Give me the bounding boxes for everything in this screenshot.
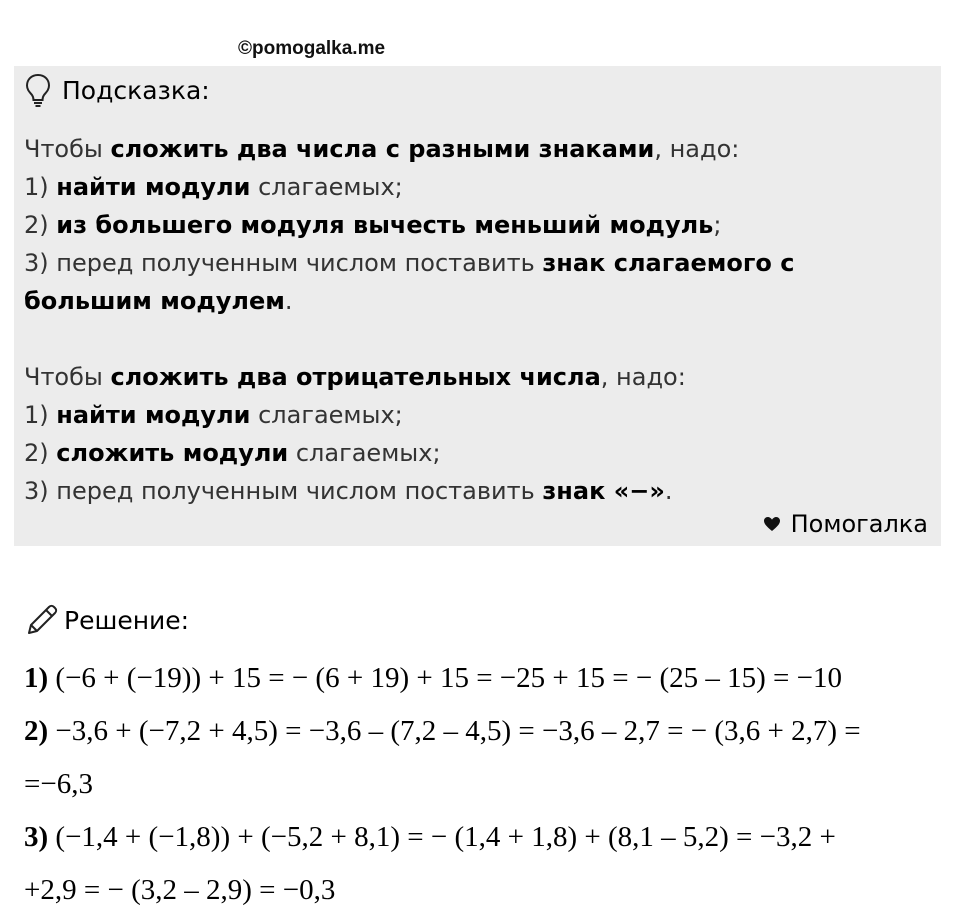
solution-title: [24, 600, 189, 640]
signature-text: Помогалка: [790, 510, 928, 538]
hint-block2-step2: 2) сложить модули слагаемых;: [24, 439, 441, 467]
hint-title: [24, 72, 210, 108]
solution-line-2-cont: =−6,3: [24, 768, 93, 800]
solution-body: [24, 652, 934, 917]
solution-line-3-cont: +2,9 = − (3,2 – 2,9) = −0,3: [24, 874, 336, 906]
solution-line-1: 1) (−6 + (−19)) + 15 = − (6 + 19) + 15 = −25 + 15 = − (25 – 15) = −10: [24, 662, 843, 694]
heart-icon: [763, 516, 781, 532]
hint-block2-step3: 3) перед полученным числом поставить знак «−».: [24, 477, 673, 505]
hint-block1-step1: 1) найти модули слагаемых;: [24, 173, 403, 201]
hint-text: [24, 130, 929, 510]
hint-block2-step1: 1) найти модули слагаемых;: [24, 401, 403, 429]
watermark: ©pomogalka.me: [238, 38, 386, 59]
lightbulb-icon: [24, 73, 52, 107]
hint-block1-step3: 3) перед полученным числом поставить знак слагаемого с большим модулем.: [24, 249, 795, 315]
hint-block1-step2: 2) из большего модуля вычесть меньший модуль;: [24, 211, 722, 239]
hint-block2-intro: Чтобы сложить два отрицательных числа, надо:: [24, 363, 686, 391]
pencil-icon: [24, 602, 60, 638]
hint-title-text: Подсказка:: [62, 75, 210, 105]
signature: [763, 510, 928, 538]
hint-block1-intro: Чтобы сложить два числа с разными знаками, надо:: [24, 135, 740, 163]
solution-title-text: Решение:: [64, 605, 190, 635]
solution-line-3: 3) (−1,4 + (−1,8)) + (−5,2 + 8,1) = − (1,4 + 1,8) + (8,1 – 5,2) = −3,2 +: [24, 821, 836, 853]
solution-line-2: 2) −3,6 + (−7,2 + 4,5) = −3,6 – (7,2 – 4,5) = −3,6 – 2,7 = − (3,6 + 2,7) =: [24, 715, 861, 747]
